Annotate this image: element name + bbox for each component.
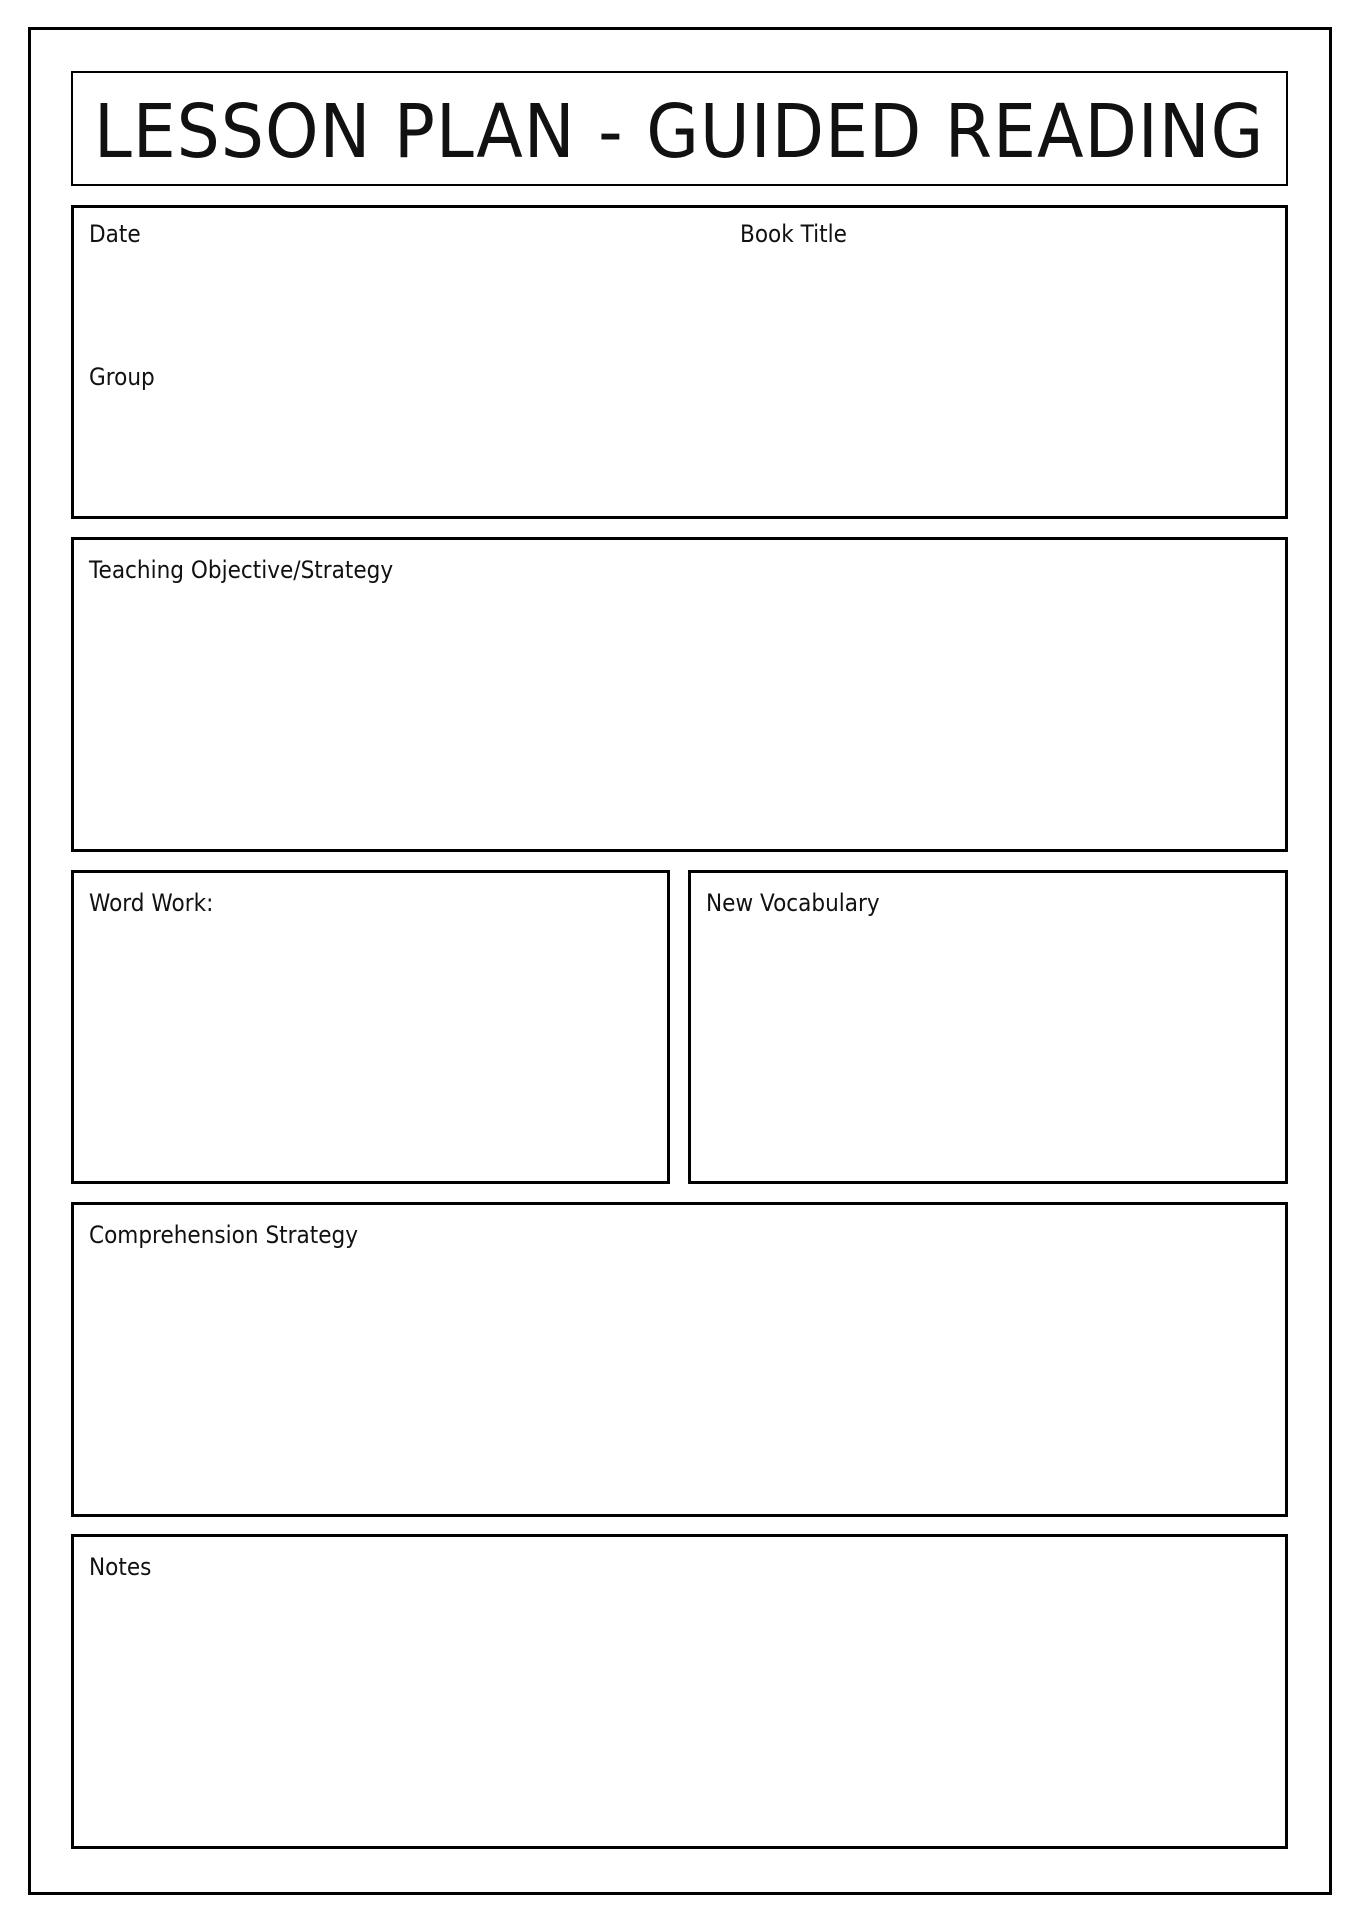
word-work-section[interactable] bbox=[71, 870, 670, 1184]
new-vocabulary-label: New Vocabulary bbox=[706, 889, 880, 917]
notes-section[interactable] bbox=[71, 1534, 1288, 1849]
book-title-label: Book Title bbox=[740, 220, 847, 248]
notes-label: Notes bbox=[89, 1553, 152, 1581]
word-work-label: Word Work: bbox=[89, 889, 214, 917]
date-label: Date bbox=[89, 220, 141, 248]
teaching-objective-label: Teaching Objective/Strategy bbox=[89, 556, 394, 584]
info-section[interactable] bbox=[71, 205, 1288, 519]
comprehension-strategy-label: Comprehension Strategy bbox=[89, 1221, 358, 1249]
page-title: LESSON PLAN - GUIDED READING bbox=[94, 88, 1265, 175]
new-vocabulary-section[interactable] bbox=[688, 870, 1288, 1184]
title-box bbox=[71, 71, 1288, 186]
comprehension-strategy-section[interactable] bbox=[71, 1202, 1288, 1517]
group-label: Group bbox=[89, 363, 155, 391]
teaching-objective-section[interactable] bbox=[71, 537, 1288, 852]
